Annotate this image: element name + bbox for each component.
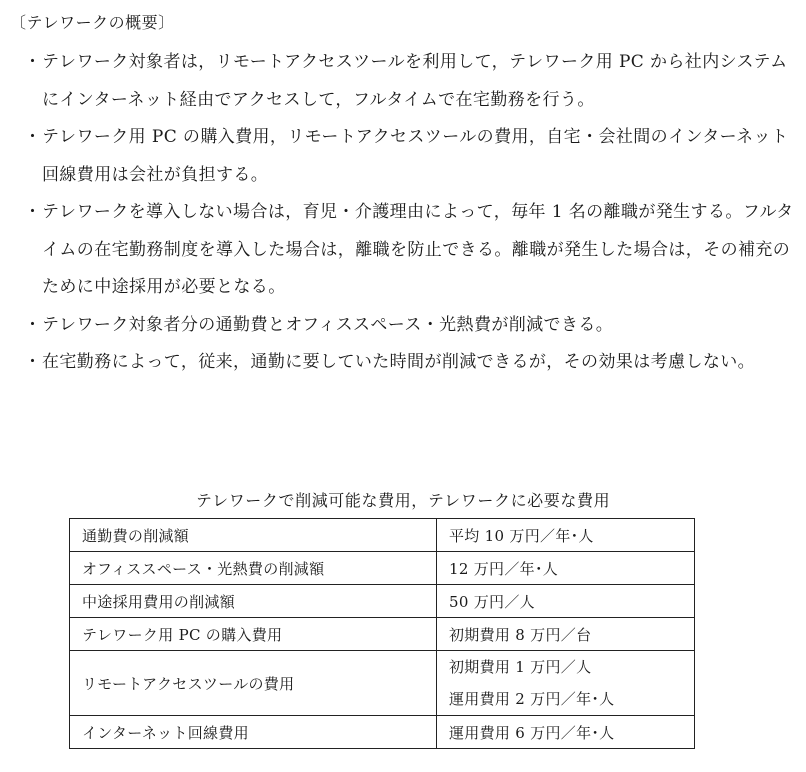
- cost-table: [69, 518, 695, 749]
- bullet-marker: ・: [24, 314, 42, 335]
- cost-item-cell: テレワーク用 PC の購入費用: [70, 618, 437, 651]
- table-row: [70, 618, 695, 651]
- table-caption: テレワークで削減可能な費用，テレワークに必要な費用: [195, 491, 611, 510]
- bullet-item: [22, 307, 798, 345]
- bullet-item: [22, 44, 798, 119]
- table-row: [70, 716, 695, 749]
- bullet-text: テレワークを導入しない場合は，育児・介護理由によって，毎年 1 名の離職が発生する。フルタイムの在宅勤務制度を導入した場合は，離職を防止できる。離職が発生した場合は，その補充のために中途採用が必要となる。: [42, 202, 794, 297]
- cost-item-cell: リモートアクセスツールの費用: [70, 651, 437, 716]
- cost-value-cell: [437, 651, 695, 716]
- section-title: 〔テレワークの概要〕: [10, 13, 175, 32]
- bullet-marker: ・: [24, 52, 42, 72]
- bullet-item: [22, 119, 798, 194]
- cost-item-cell: 中途採用費用の削減額: [70, 585, 437, 618]
- table-row: [70, 552, 695, 585]
- cost-value-line: 初期費用 1 万円／人: [449, 658, 592, 676]
- bullet-text: テレワーク対象者分の通勤費とオフィススペース・光熱費が削減できる。: [42, 314, 614, 335]
- table-row: [70, 519, 695, 552]
- bullet-text: テレワーク用 PC の購入費用，リモートアクセスツールの費用，自宅・会社間のインターネット回線費用は会社が負担する。: [42, 127, 789, 185]
- cost-item-cell: 通勤費の削減額: [70, 519, 437, 552]
- bullet-text: テレワーク対象者は，リモートアクセスツールを利用して，テレワーク用 PC から社内システムにインターネット経由でアクセスして，フルタイムで在宅勤務を行う。: [42, 52, 788, 110]
- cost-item-cell: インターネット回線費用: [70, 716, 437, 749]
- bullet-text: 在宅勤務によって，従来，通勤に要していた時間が削減できるが，その効果は考慮しない。: [42, 352, 756, 372]
- cost-value-line: 運用費用 2 万円／年･人: [449, 690, 615, 708]
- cost-value-cell: 平均 10 万円／年･人: [437, 519, 695, 552]
- bullet-marker: ・: [24, 127, 42, 147]
- cost-value-cell: 12 万円／年･人: [437, 552, 695, 585]
- cost-value-cell: 初期費用 8 万円／台: [437, 618, 695, 651]
- cost-value-cell: 50 万円／人: [437, 585, 695, 618]
- bullet-marker: ・: [24, 352, 42, 372]
- bullet-item: [22, 344, 798, 382]
- overview-bullet-list: [22, 44, 798, 382]
- cost-value-cell: 運用費用 6 万円／年･人: [437, 716, 695, 749]
- bullet-item: [22, 194, 798, 307]
- bullet-marker: ・: [24, 202, 42, 222]
- table-row: [70, 651, 695, 716]
- table-row: [70, 585, 695, 618]
- cost-item-cell: オフィススペース・光熱費の削減額: [70, 552, 437, 585]
